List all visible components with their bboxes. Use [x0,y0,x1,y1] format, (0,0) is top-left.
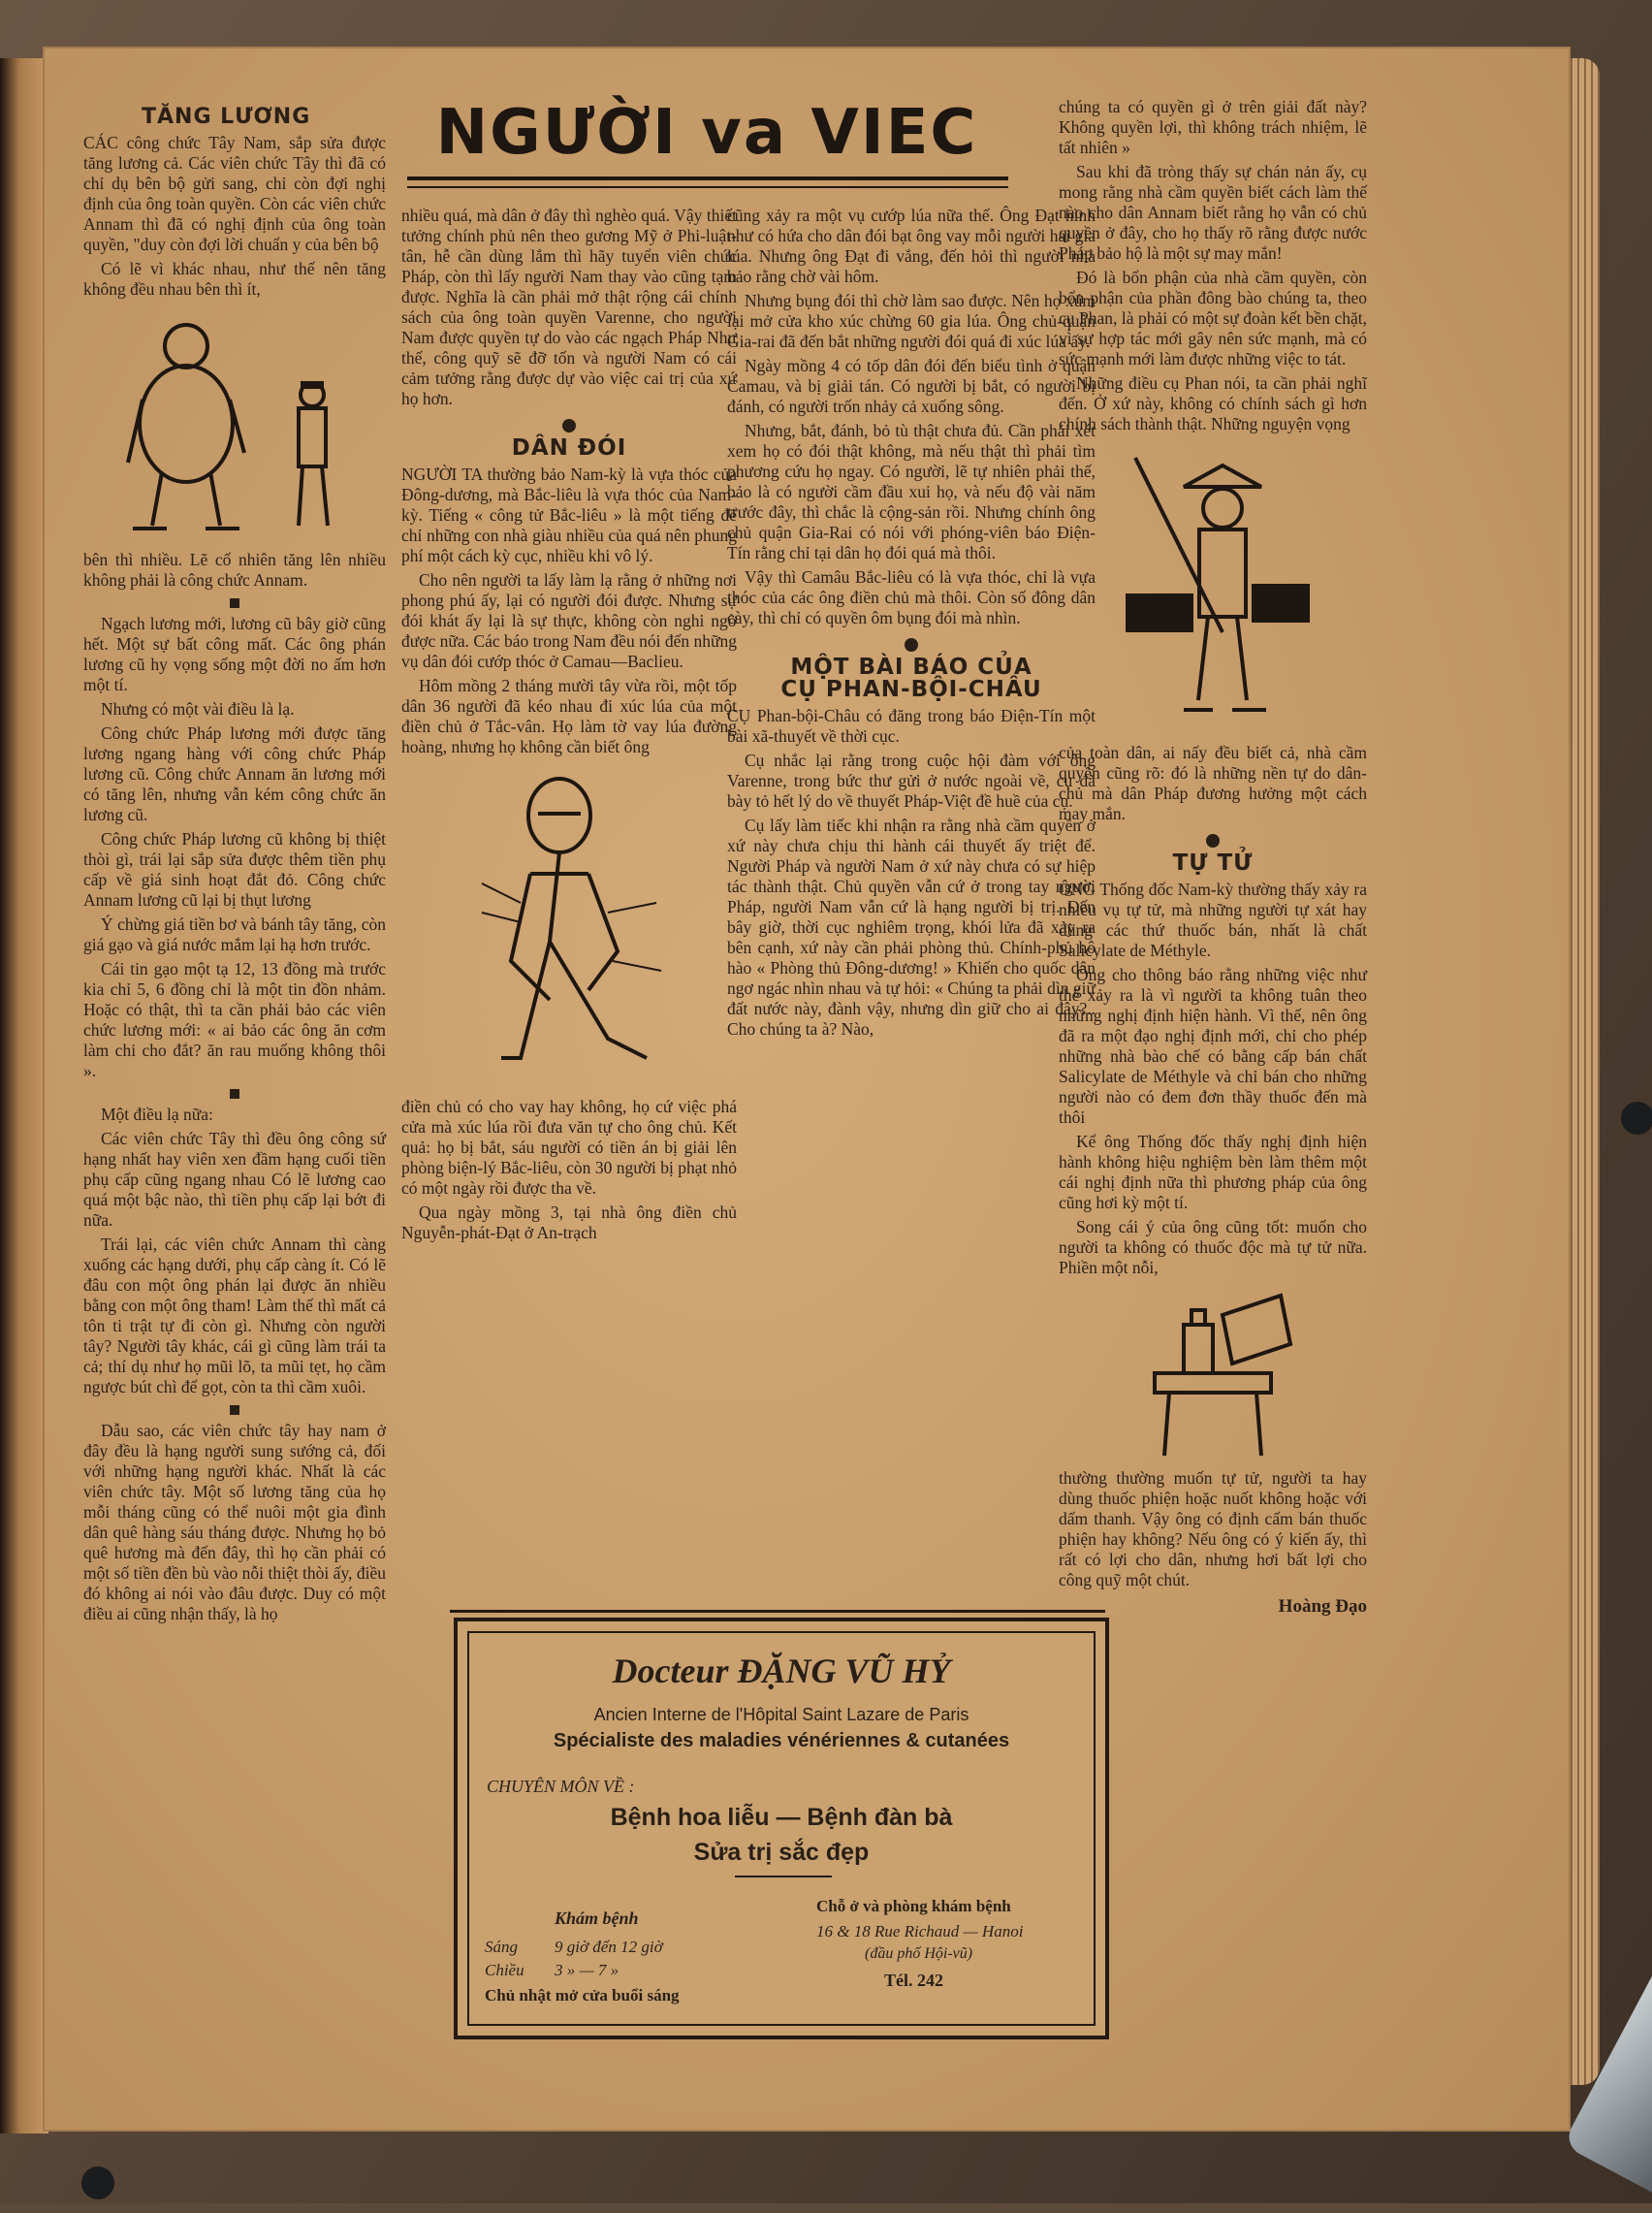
paragraph: Các viên chức Tây thì đều ông công sứ hạng nhất hay viên xen đầm hạng cuối tiền phụ cấp cũng ngang nhau Có lẽ lương cao quá một bậc nào, thì tiền phụ cấp lại bớt đi nữa. [83,1129,386,1230]
column-3 [727,206,1096,1043]
paragraph: của toàn dân, ai nấy đều biết cả, nhà cầm quyền cũng rõ: đó là những nền tự do dân-chủ mà dân Pháp đương hưởng một cách may mắn. [1059,743,1367,823]
ad-hours-sunday: Chủ nhật mở cửa buổi sáng [485,1986,680,2005]
paragraph: cũng xảy ra một vụ cướp lúa nữa thế. Ông Đạt hình như có hứa cho dân đói bạt ông vay mỗi người hai gia lúa. Nhưng ông Đạt đi vắng, đến hỏi thì người nhà bảo rằng chờ vài hôm. [727,206,1096,286]
paragraph: Sau khi đã tròng thấy sự chán nản ấy, cụ mong rằng nhà cầm quyền biết cách làm thế nào cho dân Annam biết rằng họ vẫn có chủ quyền ở đây, cho họ thấy rõ rằng được nước Pháp bảo hộ là một sự may mắn! [1059,162,1367,263]
paragraph: Công chức Pháp lương mới được tăng lương ngang hàng với công chức Pháp lương cũ. Công chức Annam ăn lương mới có tăng lên, nhưng vẫn kém công chức ăn lương cũ. [83,723,386,824]
paragraph: Ý chừng giá tiền bơ và bánh tây tăng, còn giá gạo và giá nước mắm lại hạ hơn trước. [83,914,386,954]
section-marker [230,1089,239,1099]
ad-specialty: Spécialiste des maladies vénériennes & cutanées [553,1730,1010,1751]
paragraph: Một điều lạ nữa: [101,1105,213,1124]
paragraph: Công chức Pháp lương cũ không bị thiệt thòi gì, trái lại sắp sửa được thêm tiền phụ cấp về giá sinh hoạt đắt đỏ. Công chức Annam lương cũ lại bị thụt lương [83,829,386,910]
ad-hours-morning: 9 giờ đến 12 giờ [555,1938,663,1956]
column-1 [83,101,386,1628]
paragraph: điền chủ có cho vay hay không, họ cứ việc phá cửa mà xúc lúa rồi đưa văn tự cho ông chủ. Kết quả: họ bị bắt, sáu người có tiền án bị giải lên phòng biện-lý Bắc-liêu, còn 30 người bị phạt nhỏ có một ngày rồi được tha về. [401,1097,737,1198]
heading-bai-bao-2: CỤ PHAN-BỘI-CHÂU [780,677,1042,702]
paragraph: CỤ Phan-bội-Châu có đăng trong báo Điện-Tín một bài xã-thuyết về thời cục. [727,706,1096,746]
paragraph: Cụ nhắc lại rằng trong cuộc hội đàm với ông Varenne, trong bức thư gửi ở nước ngoài về, cụ đã bày tỏ hết lý do về thuyết Pháp-Việt đề huề của cụ. [727,751,1096,811]
heading-tang-luong: TĂNG LƯƠNG [142,105,311,129]
ad-service-1: Bệnh hoa liễu — Bệnh đàn bà [610,1804,953,1831]
caricature-illustration [109,307,361,540]
section-marker [230,1405,239,1415]
paragraph: Đó là bổn phận của nhà cầm quyền, còn bổn phận của phần đông bào chúng ta, theo cụ Phan, là phải có một sự đoàn kết bền chặt, vì sự hợp tác mới gây nên sức mạnh, mà có sức mạnh mới làm được những việc to tát. [1059,268,1367,369]
doctor-advertisement [454,1618,1109,2039]
ad-hours-afternoon-label: Chiều [485,1961,524,1979]
section-marker [230,598,239,608]
section-bullet [1206,834,1220,848]
soldier-illustration [1106,448,1319,729]
heading-dan-doi: DÂN ĐÓI [511,435,627,461]
paragraph: Nhưng, bắt, đánh, bỏ tù thật chưa đủ. Cần phải xét xem họ có đói thật không, mà nếu thật thì phải tìm phương cứu họ ngay. Có người, lẽ tự nhiên phải thế, bảo là có người cầm đầu xui họ, và nếu độ vài năm trước đây, thì chắc là cộng-sản rồi. Nhưng chính ông chủ quận Gia-Rai có nói với phóng-viên báo Điện-Tín rằng chỉ tại dân họ đói quá mà thôi. [727,421,1096,562]
paragraph: nhiều quá, mà dân ở đây thì nghèo quá. Vậy thiết tưởng chính phủ nên theo gương Mỹ ở Phi-luật-tân, hễ cần dùng lắm thì hãy tuyển viên chức Pháp, còn thì lấy người Nam thay vào cũng tạm được. Nghĩa là cần phải mở thật rộng cái chính sách của ông toàn quyền Varenne, cho người Nam được quyền tự do vào các ngạch Pháp Như thế, công quỹ sẽ đỡ tốn và người Nam có cái cảm tưởng rằng được dự vào việc cai trị của xứ họ hơn. [401,206,737,408]
paragraph: Nhưng có một vài điều là lạ. [101,699,295,719]
ad-address-note: (đầu phố Hội-vũ) [865,1945,973,1962]
ad-doctor-name: Docteur ĐẶNG VŨ HỶ [612,1652,951,1690]
paragraph: Vậy thì Camâu Bắc-liêu có là vựa thóc, chỉ là vựa thóc của các ông điền chủ mà thôi. Còn số đông dân cày, thì chỉ có quyền ôm bụng đói mà nhìn. [727,567,1096,627]
ad-credential: Ancien Interne de l'Hôpital Saint Lazare de Paris [593,1705,969,1724]
paragraph: Có lẽ vì khác nhau, như thế nên tăng không đều nhau bên thì ít, [83,259,386,299]
masthead-rule-top [407,176,1008,180]
ad-hours-afternoon: 3 » — 7 » [555,1961,620,1979]
ad-hours-title: Khám bệnh [555,1908,639,1928]
section-bullet [562,419,576,433]
ad-divider [735,1876,832,1877]
previous-page-edge [0,58,48,2133]
paragraph: Ngày mồng 4 có tốp dân đói đến biểu tình ở quận Camau, và bị giải tán. Có người bị bắt, có người bị đánh, có người trốn nhảy cả xuống sông. [727,356,1096,416]
section-bullet [905,638,918,652]
paragraph: Kể ông Thống đốc thấy nghị định hiện hành không hiệu nghiệm bèn làm thêm một cái nghị định nữa thì phương pháp của ông cũng hơi kỳ một tí. [1059,1132,1367,1212]
masthead-rule-bottom [407,186,1008,188]
paragraph: Ngạch lương mới, lương cũ bây giờ cũng hết. Một sự bất công mất. Các ông phán lương cũ hy vọng sống một đời no ấm hơn một tí. [83,614,386,694]
paragraph: CÁC công chức Tây Nam, sắp sửa được tăng lương cả. Các viên chức Tây thì đã có chỉ dụ bên bộ gửi sang, chỉ còn đợi nghị định của ông toàn quyền. Còn các viên chức Annam thì đã có nghị định của ông toàn quyền, "duy còn đợi lời chuẩn y của bên bộ [83,133,386,254]
paragraph: bên thì nhiều. Lẽ cố nhiên tăng lên nhiều không phải là công chức Annam. [83,550,386,590]
ad-telephone: Tél. 242 [884,1971,943,1990]
paragraph: Hôm mồng 2 tháng mười tây vừa rồi, một tốp dân 36 người đã kéo nhau đi xúc lúa của một điền chủ ở Tắc-vân. Họ làm tờ vay lúa đường hoàng, nhưng họ không cần biết ông [401,676,737,756]
ad-service-2: Sửa trị sắc đẹp [693,1839,870,1866]
paragraph: Cái tin gạo một tạ 12, 13 đồng mà trước kia chỉ 5, 6 đồng chỉ là một tin đồn nhảm. Hoặc có thật, thì ta cần phải bảo các viên chức lương mới: « ai bảo các ông ăn cơm làm chi cho đắt? ăn rau muống không thôi ». [83,959,386,1080]
paragraph: chúng ta có quyền gì ở trên giải đất này? Không quyền lợi, thì không trách nhiệm, lẽ tất nhiên » [1059,97,1367,157]
paragraph: Nhưng bụng đói thì chờ làm sao được. Nên họ xúm lại mở cửa kho xúc chừng 60 gia lúa. Ông chủ-quận Gia-rai đã đến bắt những người đói quá đi xúc lúa ấy. [727,291,1096,351]
ad-hours-morning-label: Sáng [485,1938,518,1956]
paragraph: thường thường muốn tự tử, người ta hay dùng thuốc phiện hoặc nuốt không hoặc với dấm thanh. Vậy ông có định cấm bán thuốc phiện hay không? Nếu ông có ý kiến ấy, thì rất có lợi cho dân, nhưng hơi bất lợi cho công quỹ một chút. [1059,1468,1367,1589]
author-signature: Hoàng Đạo [1278,1596,1367,1617]
paragraph: Cụ lấy làm tiếc khi nhận ra rằng nhà cầm quyền ở xứ này chưa chịu thi hành cái thuyết ấy triệt để. Người Pháp và người Nam ở xứ này chưa có sự hiệp tác thành thật. Chủ quyền vẫn cứ ở trong tay người Pháp, người Nam vẫn cứ là hạng người bị trị. Đến bây giờ, thời cục nghiêm trọng, khói lửa đã xảy ra bên cạnh, xứ này cần phải phòng thủ. Chính-phủ hô hào « Phòng thủ Đông-dương! » Khiến cho quốc dân ngơ ngác nhìn nhau và tự hỏi: « Chúng ta phải dìn giữ đất nước này, đành vậy, nhưng dìn giữ cho ai đây?.. Cho chúng ta à? Nào, [727,816,1096,1039]
paragraph: Những điều cụ Phan nói, ta cần phải nghĩ đến. Ở xứ này, không có chính sách gì hơn chính sách thành thật. Những nguyện vọng [1059,373,1367,433]
heading-bai-bao-1: MỘT BÀI BÁO CỦA [790,655,1032,680]
binder-knob [1621,1102,1652,1135]
paragraph: Cho nên người ta lấy làm lạ rằng ở những nơi phong phú ấy, lại có người đói được. Nhưng sự đói khát ấy lại là sự thực, không còn nghi ngờ được nữa. Các báo trong Nam đều nói đến những vụ dân đói cướp thóc ở Camau—Baclieu. [401,570,737,671]
masthead-title: NGƯỜI va VIEC [435,97,978,169]
paragraph: Ông cho thông báo rằng những việc như thế xảy ra là vì người ta không tuân theo những nghị định hiện hành. Vì thế, nên ông đã ra một đạo nghị định mới, chỉ cho phép những nhà bào chế có bằng cấp bán chất Salicylate de Méthyle và chỉ bán cho những người nào có đem đơn thầy thuốc đến mà thôi [1059,965,1367,1127]
ad-address: 16 & 18 Rue Richaud — Hanoi [816,1922,1024,1940]
heading-tu-tu: TỰ TỬ [1172,850,1254,876]
ad-specialty-label: CHUYÊN MÔN VỀ : [487,1777,635,1796]
paragraph: Dẫu sao, các viên chức tây hay nam ở đây đều là hạng người sung sướng cả, đối với những hạng người khác. Nhất là các viên chức tây. Một số lương tăng của họ mỗi tháng cũng có thể nuôi một gia đình dân quê hàng sáu tháng được. Nhưng họ bỏ quê hương mà đến đây, thì họ cần phải có một số tiền đền bù vào nỗi thiệt thòi ấy, điều đó không ai nói vào đâu được. Duy có một điều ai cũng nhận thấy, là họ [83,1421,386,1623]
ad-rule [450,1610,1105,1613]
ad-address-title: Chỗ ở và phòng khám bệnh [816,1897,1011,1915]
paragraph: ÔNG Thống đốc Nam-kỳ thường thấy xảy ra nhiều vụ tự tử, mà những người tự xát hay dùng các thứ thuốc bán, nhất là chất Salicylate de Méthyle. [1059,880,1367,960]
paragraph: Qua ngày mồng 3, tại nhà ông điền chủ Nguyễn-phát-Đạt ở An-trạch [401,1203,737,1242]
column-2 [401,206,737,1247]
bottle-illustration [1116,1286,1310,1460]
paragraph: Trái lại, các viên chức Annam thì càng xuống các hạng dưới, phụ cấp càng ít. Có lẽ đâu con một ông phán lại được ăn nhiều bằng con một ông tham! Làm thế thì mất cả tôn ti trật tự đi còn gì. Nhưng còn người tây? Người tây khác, cái gì cũng làm trái ta cả; thí dụ như họ mũi lõ, ta mũi tẹt, họ cầm ngược bút chì để gọt, còn ta thì cầm xuôi. [83,1235,386,1396]
paragraph: Song cái ý của ông cũng tốt: muốn cho người ta không có thuốc độc mà tự tử nữa. Phiền một nỗi, [1059,1217,1367,1277]
paragraph: NGƯỜI TA thường bảo Nam-kỳ là vựa thóc của Đông-dương, mà Bắc-liêu là vựa thóc của Nam-kỳ. Tiếng « công tử Bắc-liêu » là một tiếng để chỉ những con nhà giàu nhiều của quá nên phung phí một cách kỳ cục, nhiều khi vô lý. [401,465,737,565]
hungry-man-illustration [443,767,695,1087]
column-4 [1059,97,1367,1617]
binder-knob [81,2166,114,2199]
